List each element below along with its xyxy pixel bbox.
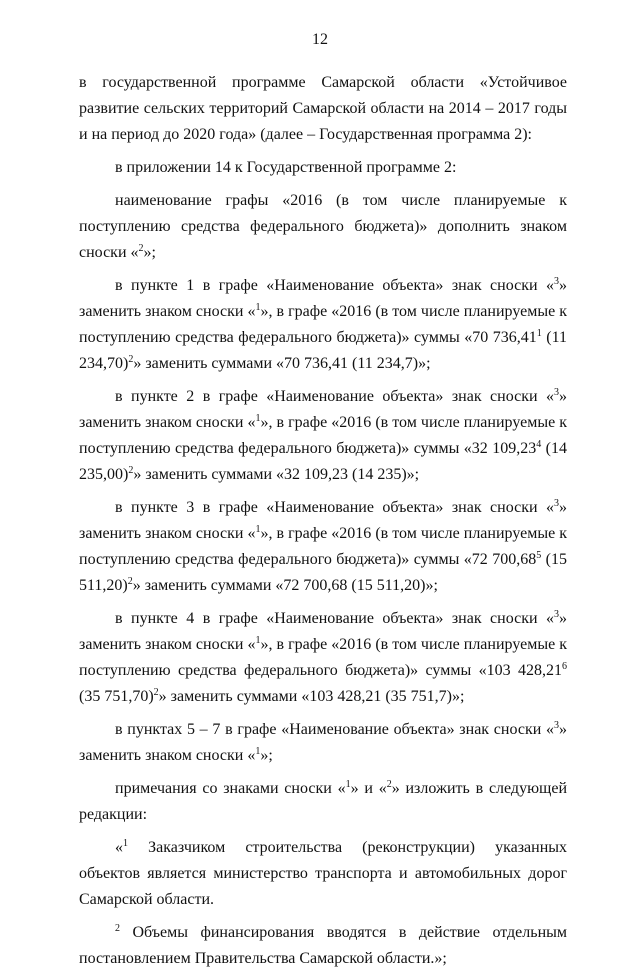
text-run: » заменить суммами «72 700,68 (15 511,20)»; [132,577,438,594]
text-run: » заменить знаком сноски « [79,388,567,431]
text-run: в пункте 1 в графе «Наименование объекта» знак сноски « [115,277,554,294]
text-run: Объемы финансирования вводятся в действие отдельным постановлением Правительства Самарской области.»; [79,924,567,967]
text-run: » заменить знаком сноски « [79,499,567,542]
footnote-mark: 2 [138,243,144,254]
page-number: 12 [312,31,328,48]
text-run: (15 511,20) [79,551,568,594]
paragraph [79,384,567,488]
footnote-mark: 3 [554,498,559,509]
footnote-mark: 2 [127,576,133,587]
text-run: » заменить суммами «103 428,21 (35 751,7)»; [158,688,465,705]
paragraph [79,273,567,377]
paragraph [79,606,567,710]
text-run: в пункте 4 в графе «Наименование объекта» знак сноски « [115,610,554,627]
text-run: » изложить в следующей редакции: [79,780,568,823]
text-run: » заменить знаком сноски « [79,721,567,764]
footnote-mark: 1 [255,635,261,646]
text-run: »; [260,747,273,764]
footnote-mark: 3 [554,276,559,287]
text-run: » заменить суммами «70 736,41 (11 234,7)»; [133,355,431,372]
footnote-mark: 1 [255,524,261,535]
text-run: » заменить знаком сноски « [79,277,567,320]
text-run: (35 751,70) [79,688,154,705]
text-run: », в графе «2016 (в том числе планируемые к поступлению средства федерального бюджета)» суммы «72 700,68 [79,525,568,568]
text-run: Заказчиком строительства (реконструкции) указанных объектов является министерство транспорта и автомобильных дорог Самарской области. [79,839,567,908]
text-run: » и « [350,780,387,797]
footnote-mark: 2 [128,354,134,365]
footnote-mark: 4 [536,439,542,450]
text-run: », в графе «2016 (в том числе планируемые к поступлению средства федерального бюджета)» суммы «103 428,21 [79,636,568,679]
footnote-mark: 1 [255,302,261,313]
text-run: »; [143,244,156,261]
footnote-mark: 1 [255,413,261,424]
footnote-mark: 5 [536,550,542,561]
footnote-mark: 3 [554,720,559,731]
text-run: примечания со знаками сноски « [115,780,346,797]
text-run: « [115,839,123,856]
footnote-mark: 2 [115,923,120,934]
paragraph [79,717,567,769]
footnote-mark: 1 [255,746,261,757]
footnote-mark: 3 [554,387,559,398]
paragraph [79,188,567,266]
text-run: в пунктах 5 – 7 в графе «Наименование объекта» знак сноски « [115,721,554,738]
text-run: (14 235,00) [79,440,568,483]
footnote-mark: 3 [554,609,559,620]
text-run: в приложении 14 к Государственной программе 2: [115,159,457,176]
text-run: » заменить суммами «32 109,23 (14 235)»; [133,466,420,483]
text-run: », в графе «2016 (в том числе планируемые к поступлению средства федерального бюджета)» суммы «70 736,41 [79,303,568,346]
footnote-mark: 1 [123,838,128,849]
document-body [79,70,567,979]
footnote-mark: 2 [386,779,392,790]
footnote-mark: 6 [562,661,567,672]
text-run: », в графе «2016 (в том числе планируемые к поступлению средства федерального бюджета)» суммы «32 109,23 [79,414,568,457]
text-run: в пункте 3 в графе «Наименование объекта» знак сноски « [115,499,554,516]
text-run: в государственной программе Самарской области «Устойчивое развитие сельских территорий Самарской области на 2014 – 2017 годы и на период до 2020 года» (далее – Государственная программа 2): [79,74,567,143]
text-run: в пункте 2 в графе «Наименование объекта» знак сноски « [115,388,554,405]
footnote-mark: 2 [128,465,134,476]
paragraph [79,155,567,181]
footnote-mark: 1 [345,779,351,790]
paragraph [79,70,567,148]
text-run: » заменить знаком сноски « [79,610,567,653]
paragraph [79,920,567,972]
text-run: наименование графы «2016 (в том числе планируемые к поступлению средства федерального бюджета)» дополнить знаком сноски « [79,192,567,261]
paragraph [79,835,567,913]
text-run: (11 234,70) [79,329,567,372]
footnote-mark: 2 [153,687,159,698]
paragraph [79,776,567,828]
footnote-mark: 1 [536,328,542,339]
paragraph [79,495,567,599]
